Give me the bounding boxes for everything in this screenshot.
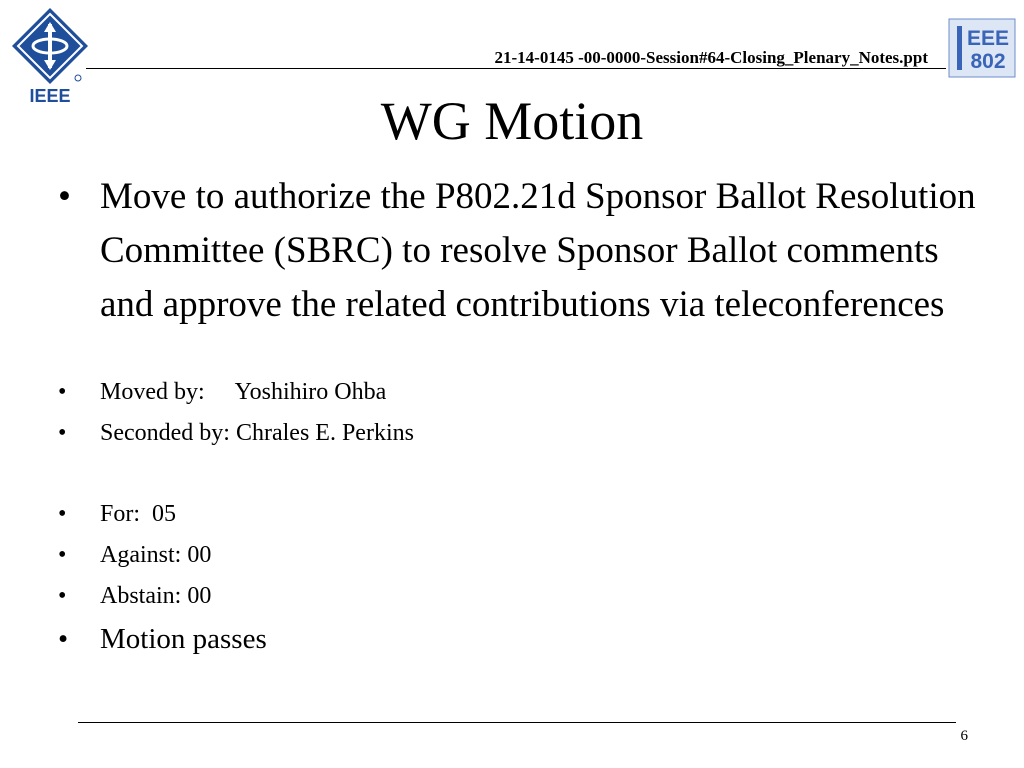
- bullet-list: [58, 170, 988, 661]
- bullet-dot: •: [58, 176, 71, 217]
- header-divider: [86, 68, 946, 69]
- bullet-dot: •: [58, 501, 67, 527]
- ieee802-logo-bottom-text: 802: [970, 50, 1006, 73]
- bullet-dot: •: [58, 542, 67, 568]
- ieee-logo-text: IEEE: [29, 86, 71, 106]
- vote-against-item: [58, 535, 988, 576]
- seconded-by-text: Seconded by: Chrales E. Perkins: [100, 420, 414, 446]
- ieee802-badge-icon: [948, 18, 1016, 78]
- moved-by-name: Yoshihiro Ohba: [234, 379, 387, 405]
- footer-divider: [78, 722, 956, 723]
- vote-for-item: [58, 494, 988, 535]
- ieee802-logo-top-text: EEE: [966, 27, 1010, 50]
- bullet-dot: •: [58, 420, 67, 446]
- header-filename: 21-14-0145 -00-0000-Session#64-Closing_Plenary_Notes.ppt: [494, 48, 928, 67]
- moved-by-label: Moved by:: [100, 379, 205, 405]
- motion-result-item: [58, 617, 988, 661]
- ieee802-logo: [948, 18, 1016, 78]
- bullet-dot: •: [58, 379, 67, 405]
- slide-title: WG Motion: [380, 91, 644, 151]
- bullet-dot: •: [58, 583, 67, 609]
- page-number: 6: [960, 728, 968, 744]
- motion-result-text: Motion passes: [100, 623, 267, 655]
- vote-for-text: For: 05: [100, 501, 177, 527]
- motion-text-item: [58, 170, 980, 332]
- seconded-by-item: [58, 413, 988, 454]
- vote-against-text: Against: 00: [100, 542, 212, 568]
- vote-abstain-item: [58, 576, 988, 617]
- vote-abstain-text: Abstain: 00: [100, 583, 212, 609]
- bullet-dot: •: [58, 623, 69, 655]
- motion-text: Move to authorize the P802.21d Sponsor Ballot Resolution Committee (SBRC) to resolve Sponsor Ballot comments and approve the related contributions via teleconferences: [100, 176, 976, 325]
- moved-by-item: [58, 372, 988, 413]
